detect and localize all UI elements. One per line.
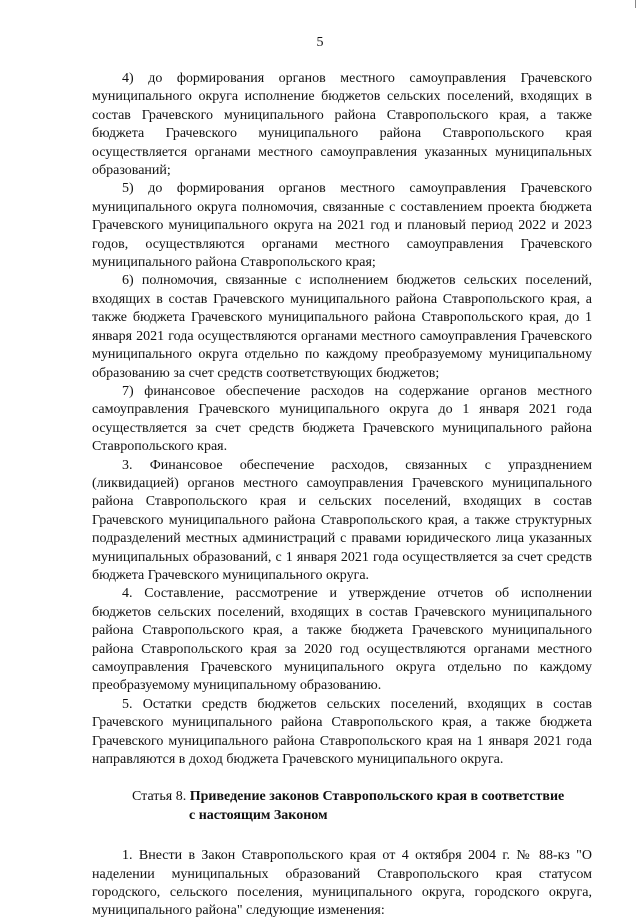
page-number: 5 [316,35,324,50]
paragraph-part-4: 4. Составление, рассмотрение и утверждение отчетов об исполнении бюджетов сельских поселений, входящих в состав Грачевского муниципального района Ставропольского края, а также бюджета Грачевского муниципального района Ставропольского края за 2020 год осуществляются органами местного самоуправления Грачевского муниципального округа отдельно по каждому преобразуемому муниципальному образованию. [92,586,592,694]
scan-edge-mark [635,0,636,8]
paragraph-part-5: 5. Остатки средств бюджетов сельских поселений, входящих в состав Грачевского муниципального района Ставропольского края, а также бюджета Грачевского муниципального района Ставропольского края на 1 января 2021 года направляются в доход бюджета Грачевского муниципального округа. [92,696,592,768]
paragraph-item-5: 5) до формирования органов местного самоуправления Грачевского муниципального округа полномочия, связанные с составлением проекта бюджета Грачевского муниципального округа на 2021 год и плановый период 2022 и 2023 годов, осуществляются органами местного самоуправления Грачевского муниципального района Ставропольского края; [92,181,592,271]
paragraph-article8-part-1: 1. Внести в Закон Ставропольского края от 4 октября 2004 г. № 88-кз "О наделении муниципальных образований Ставропольского края статусом городского, сельского поселения, муниципального округа, городского округа, муниципального района" следующие изменения: [92,848,592,919]
article-title-line1: Приведение законов Ставропольского края в соответствие [189,789,565,805]
article-title-line2: с настоящим Законом [189,807,328,823]
document-body [92,70,592,921]
paragraph-item-6: 6) полномочия, связанные с исполнением бюджетов сельских поселений, входящих в состав Грачевского муниципального района Ставропольского края, а также бюджета Грачевского муниципального района Ставропольского края, до 1 января 2021 года осуществляются органами местного самоуправления Грачевского муниципального округа отдельно по каждому преобразуемому муниципальному образованию за счет средств соответствующих бюджетов; [92,273,592,381]
article-label: Статья 8. [132,789,187,805]
paragraph-item-4: 4) до формирования органов местного самоуправления Грачевского муниципального округа исполнение бюджетов сельских поселений, входящих в состав Грачевского муниципального района Ставропольского края, а также бюджета Грачевского муниципального района Ставропольского края осуществляется органами местного самоуправления указанных муниципальных образований; [92,71,592,179]
paragraph-item-7: 7) финансовое обеспечение расходов на содержание органов местного самоуправления Грачевского муниципального округа до 1 января 2021 года осуществляется за счет средств бюджета Грачевского муниципального района Ставропольского края. [92,383,592,455]
paragraph-part-3: 3. Финансовое обеспечение расходов, связанных с упразднением (ликвидацией) органов местного самоуправления Грачевского муниципального района Ставропольского края и сельских поселений, входящих в состав Грачевского муниципального района Ставропольского края, а также структурных подразделений местных администраций с правами юридического лица указанных муниципальных образований, с 1 января 2021 года осуществляется за счет средств бюджета Грачевского муниципального округа. [92,457,592,583]
article-heading [92,788,592,825]
